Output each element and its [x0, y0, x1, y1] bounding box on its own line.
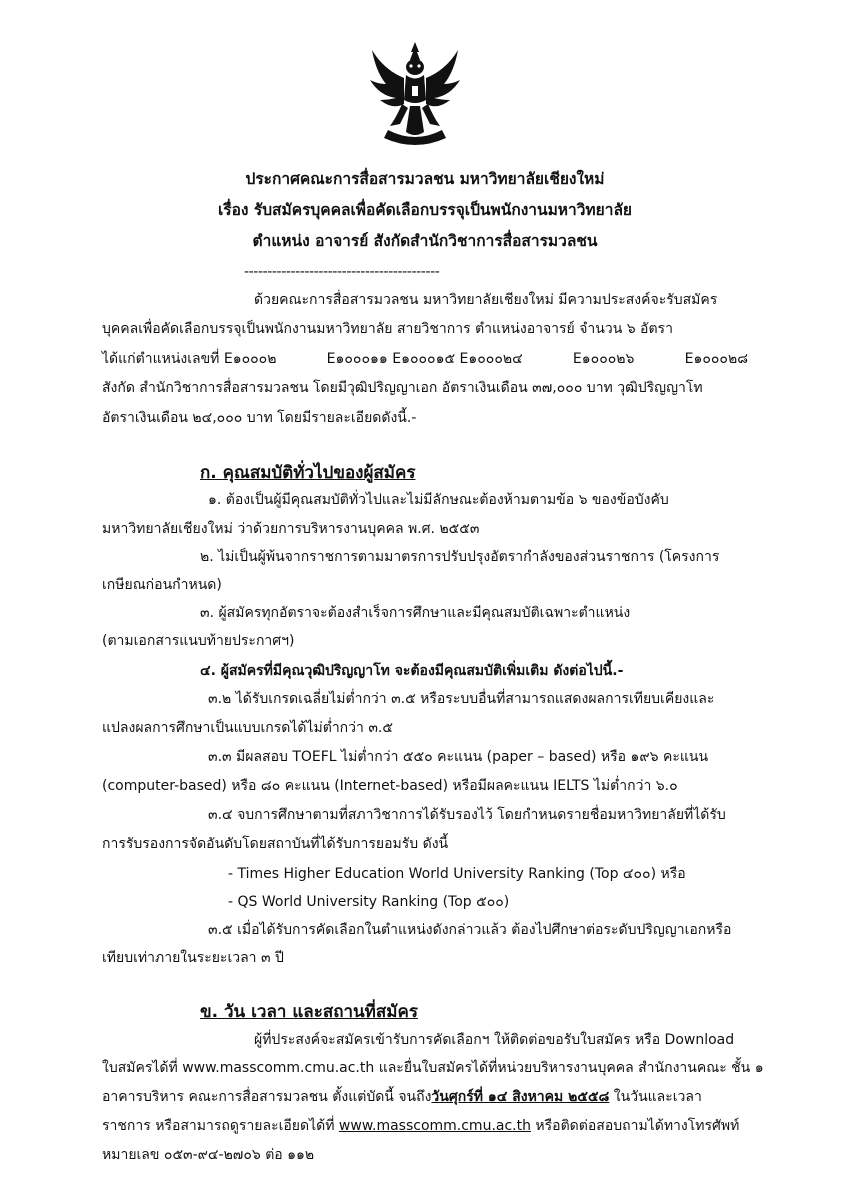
- qualification-3-line-1: ๓. ผู้สมัครทุกอัตราจะต้องสำเร็จการศึกษาและมีคุณสมบัติเฉพาะตำแหน่ง: [200, 605, 631, 621]
- section-a-title: [200, 459, 416, 486]
- announcement-position: ตำแหน่ง อาจารย์ สังกัดสำนักวิชาการสื่อสารมวลชน: [252, 232, 598, 250]
- sub-3-4-line-1: ๓.๔ จบการศึกษาตามที่สภาวิชาการได้รับรองไว้ โดยกำหนดรายชื่อมหาวิทยาลัยที่ได้รับ: [208, 807, 726, 823]
- intro-line-5: อัตราเงินเดือน ๒๔,๐๐๐ บาท โดยมีรายละเอียดดังนี้.-: [102, 410, 417, 426]
- announcement-title: ประกาศคณะการสื่อสารมวลชน มหาวิทยาลัยเชียงใหม่: [245, 170, 605, 188]
- sub-3-5-line-1: ๓.๕ เมื่อได้รับการคัดเลือกในตำแหน่งดังกล่าวแล้ว ต้องไปศึกษาต่อระดับปริญญาเอกหรือ: [208, 922, 732, 938]
- qualification-3-line-2: (ตามเอกสารแนบท้ายประกาศฯ): [102, 633, 295, 649]
- contact-phone: หมายเลข ๐๕๓-๙๔-๒๗๐๖ ต่อ ๑๑๒: [102, 1147, 315, 1163]
- intro-line-2: บุคคลเพื่อคัดเลือกบรรจุเป็นพนักงานมหาวิทยาลัย สายวิชาการ ตำแหน่งอาจารย์ จำนวน ๖ อัตรา: [102, 321, 673, 337]
- intro-line-3: [102, 349, 748, 369]
- position-number-3: E๑๐๐๐๒๖: [572, 351, 635, 367]
- application-line-4: [102, 1116, 739, 1136]
- sub-3-4-line-2: การรับรองการจัดอันดับโดยสถาบันที่ได้รับการยอมรับ ดังนี้: [102, 836, 449, 852]
- ranking-qs-world: - QS World University Ranking (Top ๕๐๐): [228, 894, 510, 910]
- sub-3-2-line-1: ๓.๒ ได้รับเกรดเฉลี่ยไม่ต่ำกว่า ๓.๕ หรือระบบอื่นที่สามารถแสดงผลการเทียบเคียงและ: [208, 691, 715, 707]
- sub-3-5-line-2: เทียบเท่าภายในระยะเวลา ๓ ปี: [102, 950, 284, 966]
- sub-3-3-line-1: ๓.๓ มีผลสอบ TOEFL ไม่ต่ำกว่า ๕๕๐ คะแนน (paper – based) หรือ ๑๙๖ คะแนน: [208, 749, 709, 765]
- qualification-1-line-1: ๑. ต้องเป็นผู้มีคุณสมบัติทั่วไปและไม่มีลักษณะต้องห้ามตามข้อ ๖ ของข้อบังคับ: [208, 492, 669, 508]
- application-line-3: [102, 1087, 702, 1107]
- application-line-4-start: ราชการ หรือสามารถดูรายละเอียดได้ที่: [102, 1118, 339, 1134]
- application-line-3-start: อาคารบริหาร คณะการสื่อสารมวลชน ตั้งแต่บัดนี้ จนถึง: [102, 1089, 432, 1105]
- sub-3-3-line-2: (computer-based) หรือ ๘๐ คะแนน (Internet-based) หรือมีผลคะแนน IELTS ไม่ต่ำกว่า ๖.๐: [102, 778, 678, 794]
- ranking-times-higher-education: - Times Higher Education World University Ranking (Top ๔๐๐) หรือ: [228, 866, 686, 882]
- qualification-2-line-2: เกษียณก่อนกำหนด): [102, 577, 222, 593]
- application-deadline: วันศุกร์ที่ ๑๔ สิงหาคม ๒๕๕๘: [431, 1089, 610, 1105]
- intro-line-1: ด้วยคณะการสื่อสารมวลชน มหาวิทยาลัยเชียงใหม่ มีความประสงค์จะรับสมัคร: [254, 292, 718, 308]
- masscomm-website-link[interactable]: www.masscomm.cmu.ac.th: [338, 1118, 531, 1134]
- qualification-2-line-1: ๒. ไม่เป็นผู้พ้นจากราชการตามมาตรการปรับปรุงอัตรากำลังของส่วนราชการ (โครงการ: [200, 549, 720, 565]
- intro-line-4: สังกัด สำนักวิชาการสื่อสารมวลชน โดยมีวุฒิปริญญาเอก อัตราเงินเดือน ๓๗,๐๐๐ บาท วุฒิปริญญาโท: [102, 380, 703, 396]
- garuda-emblem: [366, 40, 464, 152]
- section-b-title-text: ข. วัน เวลา และสถานที่สมัคร: [200, 1002, 418, 1022]
- header-divider: ------------------------------------------: [244, 264, 440, 280]
- application-line-1: ผู้ที่ประสงค์จะสมัครเข้ารับการคัดเลือกฯ ให้ติดต่อขอรับใบสมัคร หรือ Download: [254, 1032, 735, 1048]
- application-line-2: ใบสมัครได้ที่ www.masscomm.cmu.ac.th และยื่นใบสมัครได้ที่หน่วยบริหารงานบุคคล สำนักงานคณะ ชั้น ๑: [102, 1060, 764, 1076]
- sub-3-2-line-2: แปลงผลการศึกษาเป็นแบบเกรดได้ไม่ต่ำกว่า ๓.๕: [102, 720, 393, 736]
- position-number-2: E๑๐๐๐๑๑ E๑๐๐๐๑๕ E๑๐๐๐๒๔: [326, 351, 523, 367]
- position-number-4: E๑๐๐๐๒๘: [684, 351, 748, 367]
- application-line-3-end: ในวันและเวลา: [609, 1089, 702, 1105]
- announcement-subject: เรื่อง รับสมัครบุคคลเพื่อคัดเลือกบรรจุเป็นพนักงานมหาวิทยาลัย: [217, 201, 633, 219]
- qualification-1-line-2: มหาวิทยาลัยเชียงใหม่ ว่าด้วยการบริหารงานบุคคล พ.ศ. ๒๕๕๓: [102, 521, 480, 537]
- section-b-title: [200, 998, 418, 1025]
- application-line-4-end: หรือติดต่อสอบถามได้ทางโทรศัพท์: [530, 1118, 740, 1134]
- section-a-title-text: ก. คุณสมบัติทั่วไปของผู้สมัคร: [200, 463, 416, 483]
- position-number-1: ได้แก่ตำแหน่งเลขที่ E๑๐๐๐๒: [102, 351, 277, 367]
- qualification-4: ๔. ผู้สมัครที่มีคุณวุฒิปริญญาโท จะต้องมีคุณสมบัติเพิ่มเติม ดังต่อไปนี้.-: [200, 663, 624, 679]
